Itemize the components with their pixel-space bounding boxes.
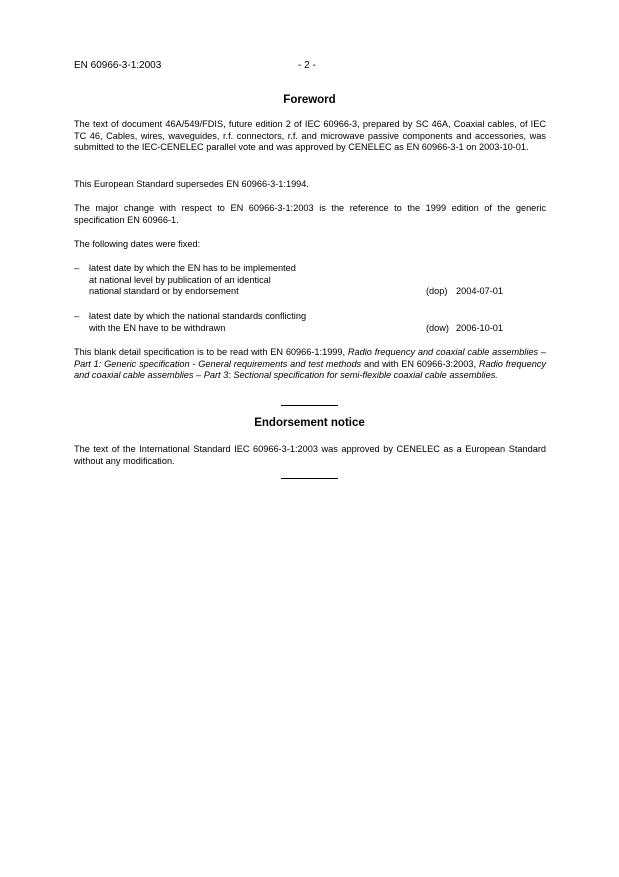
date-code: (dop) — [426, 286, 448, 296]
date-item-line: latest date by which the national standards conflicting — [89, 311, 307, 321]
date-code: (dow) — [426, 322, 449, 333]
date-item-line: at national level by publication of an identical — [89, 274, 271, 285]
foreword-paragraph-1: The text of document 46A/549/FDIS, future edition 2 of IEC 60966-3, prepared by SC 46A, Coaxial cables, of IEC TC 46, Cables, wires, waveguides, r.f. connectors, r.f. and microwave passive components and accessories, was submitted to the IEC-CENELEC parallel vote and was approved by CENELEC as EN 60966-3-1 on 2003-10-01. — [74, 119, 546, 153]
date-item-text — [89, 263, 419, 298]
paragraph-text: This blank detail specification is to be read with EN 60966-1:1999, — [74, 347, 348, 357]
date-item-dop — [74, 263, 546, 299]
document-id: EN 60966-3-1:2003 — [74, 60, 162, 71]
date-item-line: national standard or by endorsement — [89, 286, 239, 297]
foreword-paragraph-5 — [74, 347, 546, 382]
date-item-dow — [74, 311, 546, 335]
section-divider — [281, 478, 338, 479]
foreword-paragraph-2: This European Standard supersedes EN 60966-3-1:1994. — [74, 179, 309, 189]
foreword-paragraph-3: The major change with respect to EN 60966-3-1:2003 is the reference to the 1999 edition of the generic specification EN 60966-1. — [74, 203, 546, 225]
paragraph-text: and with EN 60966-3:2003, — [361, 358, 479, 369]
referenced-title: Radio frequency and coaxial cable assemblies – Part 1: Generic specification - General requirements and test methods — [74, 347, 546, 369]
list-dash: – — [74, 311, 80, 321]
date-item-line: with the EN have to be withdrawn — [89, 322, 226, 333]
endorsement-paragraph: The text of the International Standard IEC 60966-3-1:2003 was approved by CENELEC as a European Standard without any modification. — [74, 444, 546, 466]
section-divider — [281, 405, 338, 406]
page-number: - 2 - — [298, 60, 316, 71]
date-item-line: latest date by which the EN has to be implemented — [89, 263, 296, 273]
date-value: 2006-10-01 — [456, 322, 503, 333]
foreword-paragraph-4: The following dates were fixed: — [74, 239, 201, 249]
referenced-title: Radio frequency and coaxial cable assemblies – Part 3: Sectional specification for semi-flexible coaxial cable assemblies. — [74, 358, 546, 381]
date-value: 2004-07-01 — [456, 286, 503, 296]
foreword-title: Foreword — [283, 94, 336, 106]
list-dash: – — [74, 263, 80, 273]
endorsement-title: Endorsement notice — [254, 417, 365, 429]
date-item-text — [89, 311, 419, 334]
